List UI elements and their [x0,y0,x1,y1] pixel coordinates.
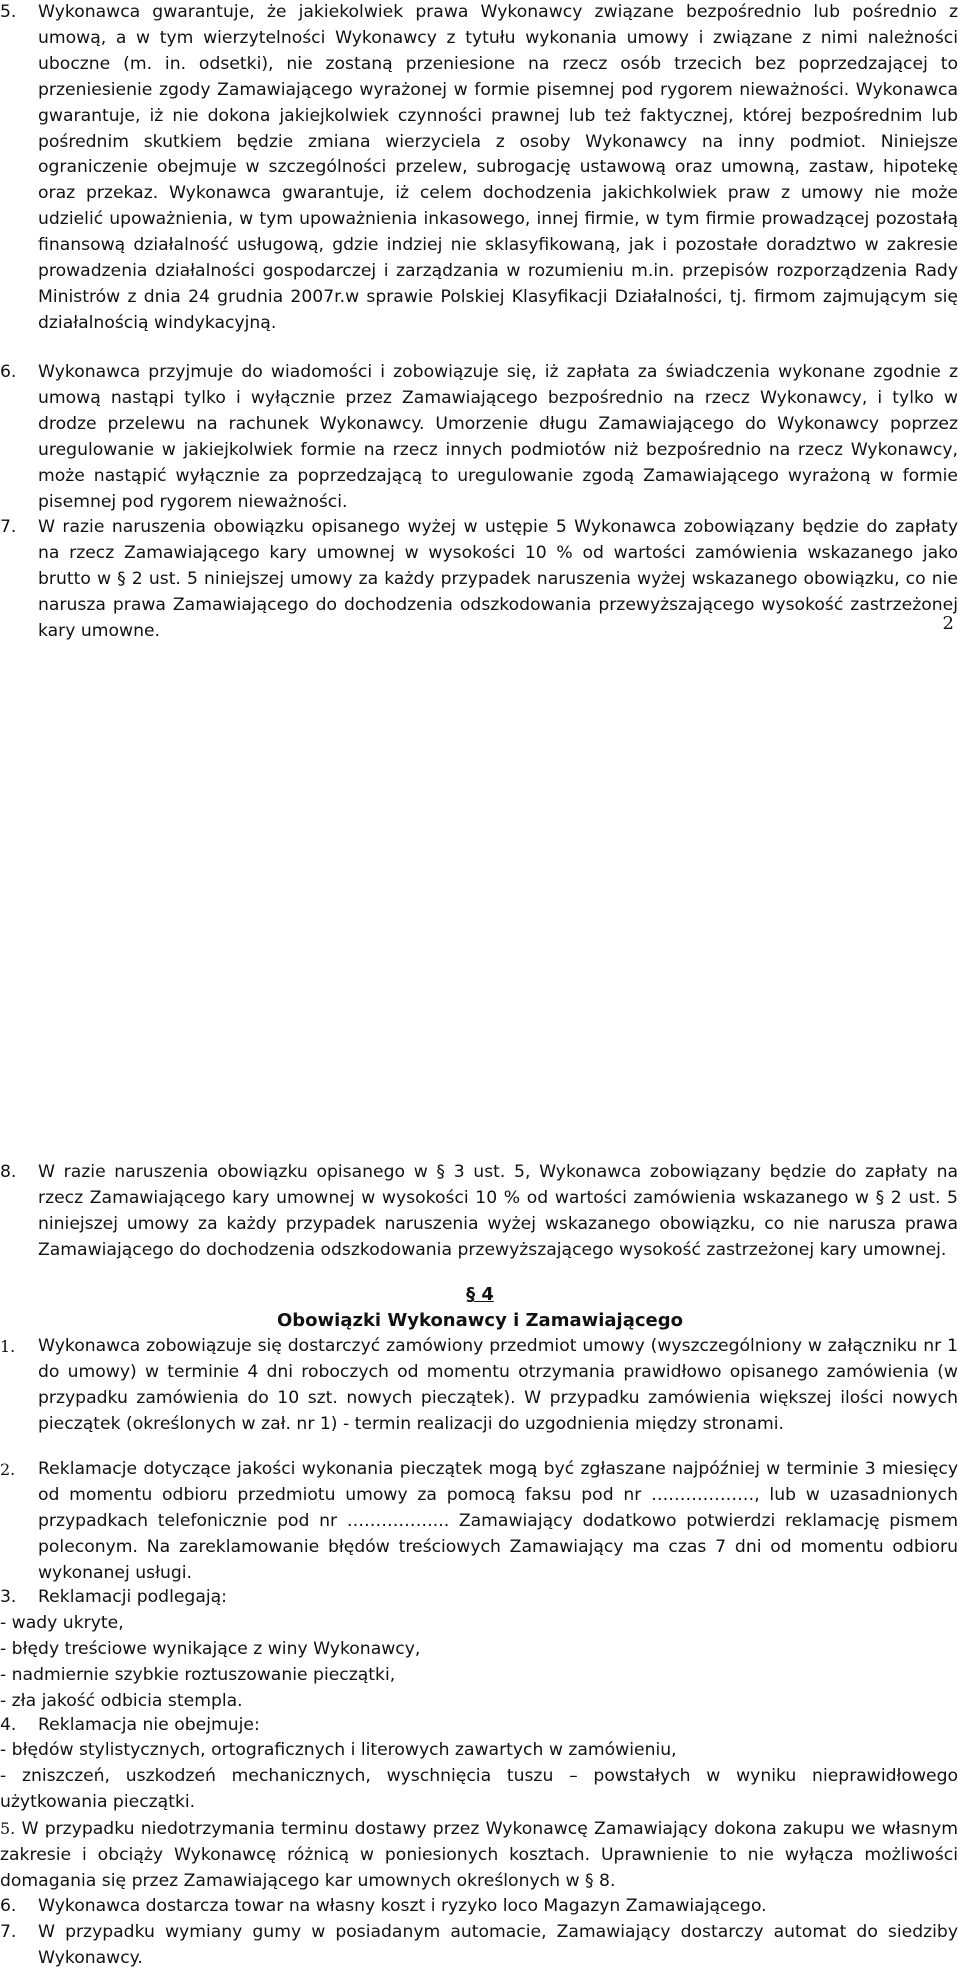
clause-text: Wykonawca przyjmuje do wiadomości i zobowiązuje się, iż zapłata za świadczenia wykonane zgodnie z umową nastąpi tylko i wyłącznie przez Zamawiającego bezpośrednio na rzecz Wykonawcy, i tylko w drodze przelewu na rachunek Wykonawcy. Umorzenie długu Zamawiającego do Wykonawcy poprzez uregulowanie w jakiejkolwiek formie na rzecz innych podmiotów niż bezpośrednio na rzecz Wykonawcy, może nastąpić wyłącznie za poprzedzającą to uregulowanie zgodą Zamawiającego wyrażoną w formie pisemnej pod rygorem nieważności. [38,362,958,512]
section-clause-7 [0,1920,958,1972]
clause-text: Reklamacji podlegają: [38,1587,227,1607]
section-title: Obowiązki Wykonawcy i Zamawiającego [276,1310,683,1331]
clause-number: 7. [0,1922,17,1942]
section-sign: § 4 [466,1284,494,1305]
clause-text: Wykonawca zobowiązuje się dostarczyć zamówiony przedmiot umowy (wyszczególniony w załączniku nr 1 do umowy) w terminie 4 dni roboczych od momentu otrzymania prawidłowo opisanego zamówienia (w przypadku zamówienia do 10 szt. nowych pieczątek). W przypadku zamówienia większej ilości nowych pieczątek (określonych w zał. nr 1) - termin realizacji do uzgodnienia między stronami. [38,1336,958,1434]
section-clause-5 [0,1816,958,1895]
clause-text: Reklamacje dotyczące jakości wykonania pieczątek mogą być zgłaszane najpóźniej w terminie 3 miesięcy od momentu odbioru przedmiotu umowy za pomocą faksu pod nr ………………, lub w uzasadnionych przypadkach telefonicznie pod nr ……………... Zamawiający dodatkowo potwierdzi reklamację pismem poleconym. Na zareklamowanie błędów treściowych Zamawiający ma czas 7 dni od momentu odbioru wykonanej usługi. [38,1459,958,1583]
clause-text: W przypadku niedotrzymania terminu dostawy przez Wykonawcę Zamawiający dokona zakupu we własnym zakresie i obciąży Wykonawcę różnicą w poniesionych kosztach. Uprawnienie to nie wyłącza możliwości domagania się przez Zamawiającego kar umownych określonych w § 8. [0,1819,958,1891]
list-item: - zła jakość odbicia stempla. [0,1691,243,1711]
list-item: - błędów stylistycznych, ortograficznych i literowych zawartych w zamówieniu, [0,1740,677,1760]
clause-number: 7. [0,517,17,537]
clause-number: 1. [0,1337,16,1356]
clause-number: 5. [0,2,17,22]
clause-text: W razie naruszenia obowiązku opisanego wyżej w ustępie 5 Wykonawca zobowiązany będzie do zapłaty na rzecz Zamawiającego kary umownej w wysokości 10 % od wartości zamówienia wskazanego jako brutto w § 2 ust. 5 niniejszej umowy za każdy przypadek naruszenia wyżej wskazanego obowiązku, co nie narusza prawa Zamawiającego do dochodzenia odszkodowania przewyższającego wysokość zastrzeżonej kary umowne. [38,517,958,641]
section-clause-4 [0,1713,958,1739]
clause-text: Wykonawca dostarcza towar na własny koszt i ryzyko loco Magazyn Zamawiającego. [38,1896,767,1916]
section-clause-3 [0,1585,958,1611]
section-clause-1 [0,1334,958,1438]
clause-number: 5. [0,1819,16,1838]
clause-number: 2. [0,1460,16,1479]
clause-item-5 [0,0,958,337]
page-number: 2 [942,612,954,634]
section-clause-2 [0,1457,958,1587]
clause-item-8 [0,1160,958,1264]
list-item: - zniszczeń, uszkodzeń mechanicznych, wyschnięcia tuszu – powstałych w wyniku nieprawidłowego użytkowania pieczątki. [0,1766,958,1812]
clause-number: 8. [0,1162,17,1182]
clause-text: Wykonawca gwarantuje, że jakiekolwiek prawa Wykonawcy związane bezpośrednio lub pośrednio z umową, a w tym wierzytelności Wykonawcy z tytułu wykonania umowy i związane z nimi należności uboczne (m. in. odsetki), nie zostaną przeniesione na rzecz osób trzecich bez poprzedzającej to przeniesienie zgody Zamawiającego wyrażonej w formie pisemnej pod rygorem nieważności. Wykonawca gwarantuje, iż nie dokona jakiejkolwiek czynności prawnej lub też faktycznej, której bezpośrednim lub pośrednim skutkiem będzie zmiana wierzyciela z osoby Wykonawcy na inny podmiot. Niniejsze ograniczenie obejmuje w szczególności przelew, subrogację ustawową oraz umowną, zastaw, hipotekę oraz przekaz. Wykonawca gwarantuje, iż celem dochodzenia jakichkolwiek praw z umowy nie może udzielić upoważnienia, w tym upoważnienia inkasowego, innej firmie, w tym firmie prowadzącej pozostałą finansową działalność usługową, gdzie indziej nie sklasyfikowaną, jak i pozostałe doradztwo w zakresie prowadzenia działalności gospodarczej i zarządzania w rozumieniu m.in. przepisów rozporządzenia Rady Ministrów z dnia 24 grudnia 2007r.w sprawie Polskiej Klasyfikacji Działalności, tj. firmom zajmującym się działalnością windykacyjną. [38,2,958,333]
clause-number: 6. [0,1896,17,1916]
clause-item-6 [0,360,958,515]
clause-text: W razie naruszenia obowiązku opisanego w § 3 ust. 5, Wykonawca zobowiązany będzie do zapłaty na rzecz Zamawiającego kary umownej w wysokości 10 % od wartości zamówienia wskazanego w § 2 ust. 5 niniejszej umowy za każdy przypadek naruszenia wyżej wskazanego obowiązku, co nie narusza prawa Zamawiającego do dochodzenia odszkodowania przewyższającego wysokość zastrzeżonej kary umownej. [38,1162,958,1260]
clause-number: 4. [0,1715,17,1735]
clause-number: 3. [0,1587,17,1607]
section-clause-6 [0,1894,958,1920]
list-item: - błędy treściowe wynikające z winy Wykonawcy, [0,1639,421,1659]
clause-item-7 [0,515,958,1968]
clause-text: Reklamacja nie obejmuje: [38,1715,260,1735]
clause-text: W przypadku wymiany gumy w posiadanym automacie, Zamawiający dostarczy automat do siedziby Wykonawcy. [38,1922,958,1968]
list-item: - wady ukryte, [0,1613,124,1633]
clause-number: 6. [0,362,17,382]
list-item: - nadmiernie szybkie roztuszowanie pieczątki, [0,1665,396,1685]
